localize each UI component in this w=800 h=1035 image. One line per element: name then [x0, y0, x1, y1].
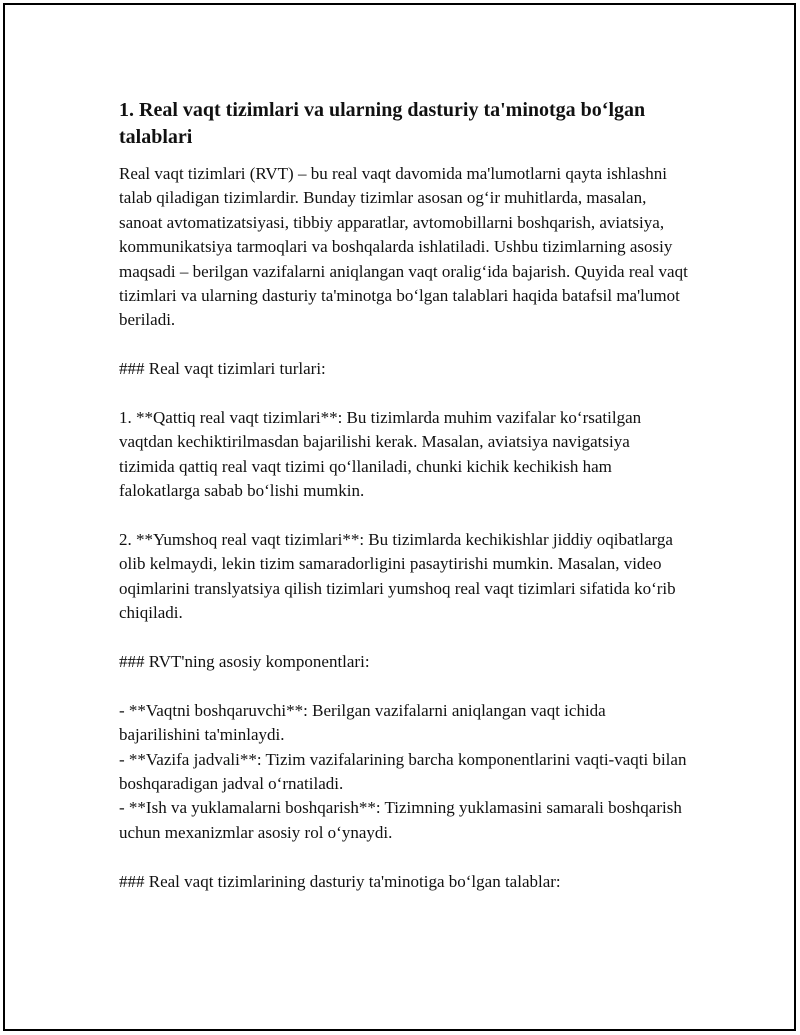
component-task-schedule: - **Vazifa jadvali**: Tizim vazifalarining barcha komponentlarini vaqti-vaqti bilan boshqaradigan jadval o‘rnatiladi.: [119, 749, 691, 794]
type-hard-realtime: 1. **Qattiq real vaqt tizimlari**: Bu tizimlarda muhim vazifalar ko‘rsatilgan vaqtdan kechiktirilmasdan bajarilishi kerak. Masalan, aviatsiya navigatsiya tizimida qattiq real vaqt tizimi qo‘llaniladi, chunki kichik kechikish ham falokatlarga sabab bo‘lishi mumkin.: [119, 408, 646, 501]
document-body: [119, 97, 693, 894]
component-time-manager: - **Vaqtni boshqaruvchi**: Berilgan vazifalarni aniqlangan vaqt ichida bajarilishini ta'minlaydi.: [119, 700, 610, 745]
document-title: 1. Real vaqt tizimlari va ularning dasturiy ta'minotga bo‘lgan talablari: [119, 99, 646, 148]
requirements-heading: ### Real vaqt tizimlarining dasturiy ta'minotiga bo‘lgan talablar:: [119, 871, 561, 891]
paragraph-spacer: [119, 382, 689, 406]
page-frame: [3, 3, 796, 1031]
types-heading: ### Real vaqt tizimlari turlari:: [119, 359, 326, 379]
paragraph-spacer: [119, 845, 689, 869]
paragraph-spacer: [119, 504, 689, 528]
components-heading: ### RVT'ning asosiy komponentlari:: [119, 652, 370, 672]
intro-paragraph: Real vaqt tizimlari (RVT) – bu real vaqt davomida ma'lumotlarni qayta ishlashni talab qiladigan tizimlardir. Bunday tizimlar asosan og‘ir muhitlarda, masalan, sanoat avtomatizatsiyasi, tibbiy apparatlar, avtomobillarni boshqarish, aviatsiya, kommunikatsiya tarmoqlari va boshqalarda ishlatiladi. Ushbu tizimlarning asosiy maqsadi – berilgan vazifalarni aniqlangan vaqt oralig‘ida bajarish. Quyida real vaqt tizimlari va ularning dasturiy ta'minotga bo‘lgan talablari haqida batafsil ma'lumot beriladi.: [119, 164, 693, 330]
paragraph-spacer: [119, 674, 689, 698]
paragraph-spacer: [119, 333, 689, 357]
type-soft-realtime: 2. **Yumshoq real vaqt tizimlari**: Bu tizimlarda kechikishlar jiddiy oqibatlarga olib kelmaydi, lekin tizim samaradorligini pasaytirishi mumkin. Masalan, video oqimlarini translyatsiya qilish tizimlari yumshoq real vaqt tizimlari sifatida ko‘rib chiqiladi.: [119, 530, 680, 623]
component-load-management: - **Ish va yuklamalarni boshqarish**: Tizimning yuklamasini samarali boshqarish uchun mexanizmlar asosiy rol o‘ynaydi.: [119, 798, 687, 842]
paragraph-spacer: [119, 626, 689, 650]
